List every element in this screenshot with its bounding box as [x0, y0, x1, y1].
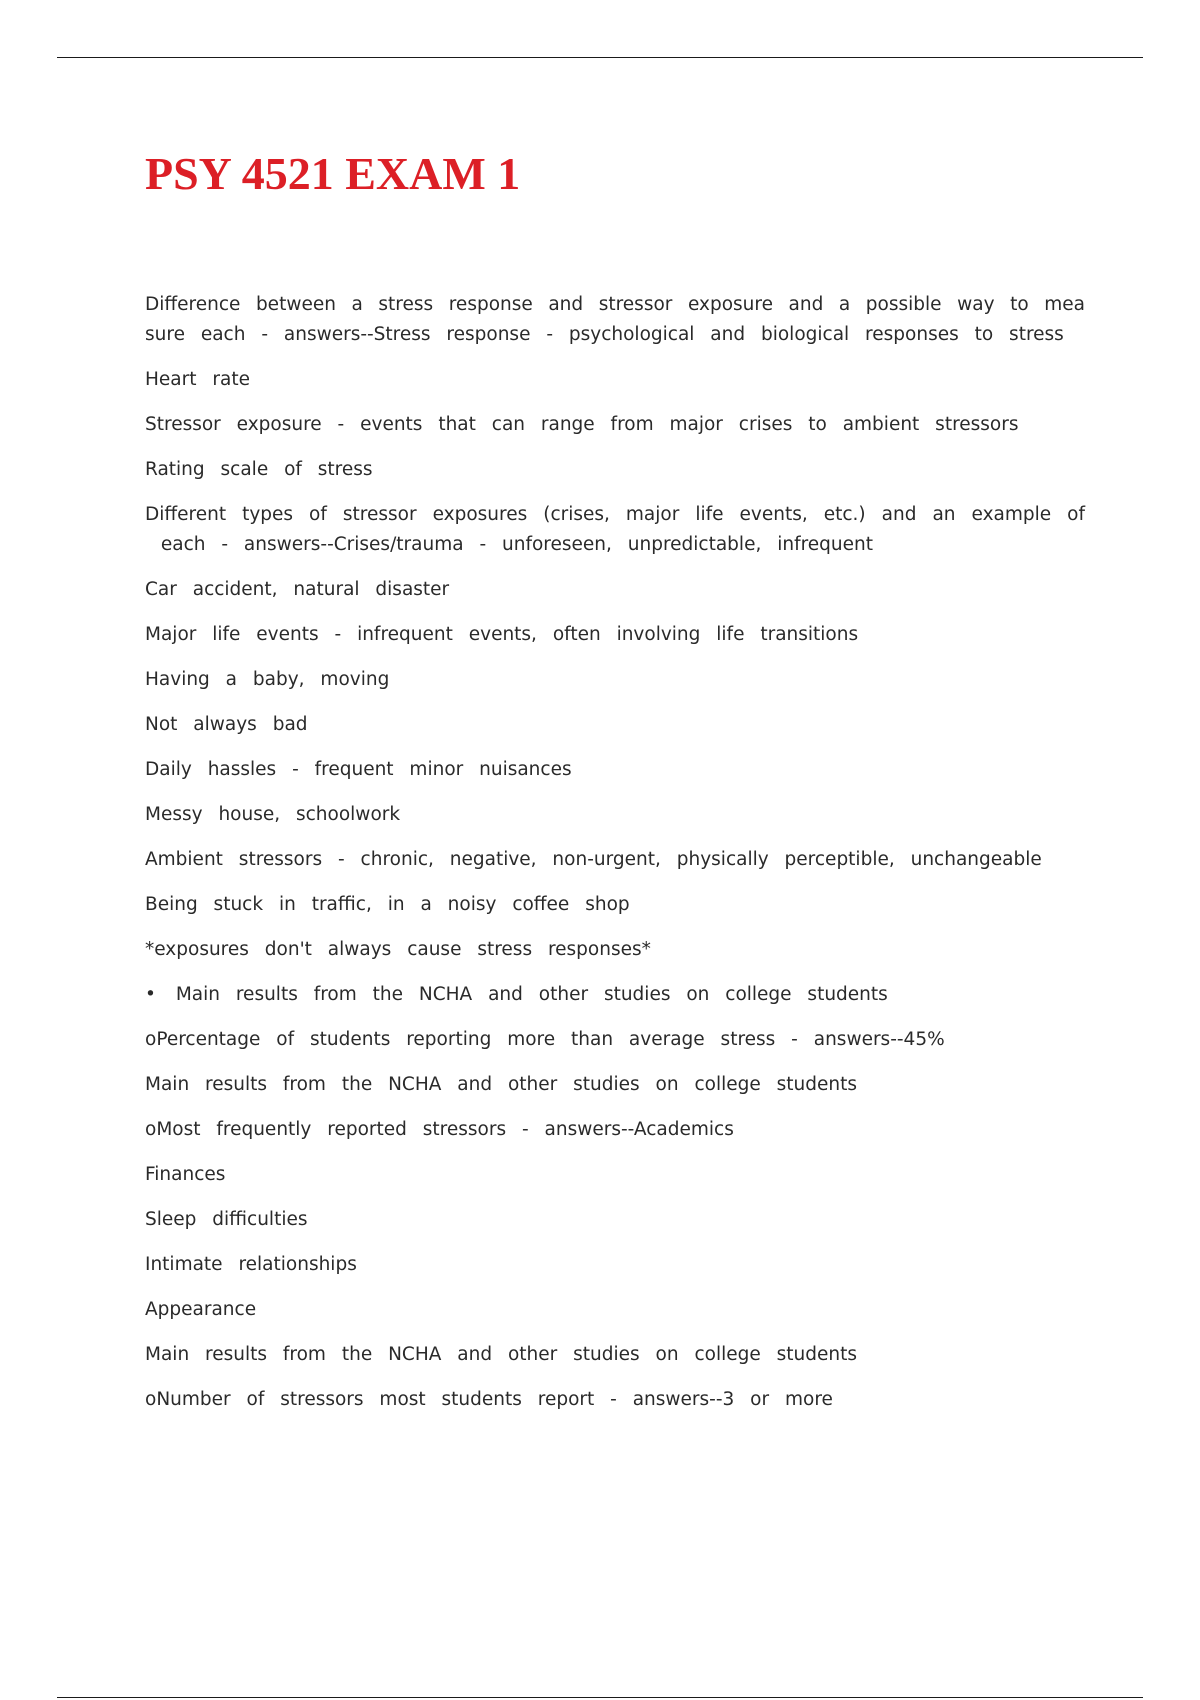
- paragraph: Heart rate: [145, 369, 250, 390]
- paragraph-line: Difference between a stress response and stressor exposure and a possible way to mea: [145, 294, 1085, 315]
- paragraph: Finances: [145, 1164, 226, 1185]
- paragraph: [145, 290, 1085, 350]
- paragraph: Major life events - infrequent events, often involving life transitions: [145, 624, 859, 645]
- paragraph: Daily hassles - frequent minor nuisances: [145, 759, 572, 780]
- paragraph: oMost frequently reported stressors - answers--Academics: [145, 1119, 734, 1140]
- paragraph: Being stuck in traffic, in a noisy coffee shop: [145, 894, 630, 915]
- paragraph: Having a baby, moving: [145, 669, 390, 690]
- paragraph: oNumber of stressors most students report - answers--3 or more: [145, 1389, 833, 1410]
- bullet-text: Main results from the NCHA and other studies on college students: [175, 984, 888, 1005]
- document-title: PSY 4521 EXAM 1: [145, 148, 521, 199]
- paragraph-line: sure each - answers--Stress response - psychological and biological responses to stress: [145, 324, 1064, 345]
- paragraph: Ambient stressors - chronic, negative, non-urgent, physically perceptible, unchangeable: [145, 849, 1042, 870]
- paragraph-line: Different types of stressor exposures (crises, major life events, etc.) and an example of: [145, 504, 1085, 525]
- paragraph: Not always bad: [145, 714, 308, 735]
- paragraph: Main results from the NCHA and other studies on college students: [145, 1074, 857, 1095]
- header-rule: [57, 57, 1143, 58]
- paragraph: Stressor exposure - events that can range from major crises to ambient stressors: [145, 414, 1019, 435]
- paragraph: Intimate relationships: [145, 1254, 357, 1275]
- paragraph: Appearance: [145, 1299, 257, 1320]
- bullet-icon: •: [145, 984, 156, 1005]
- document-body: [145, 290, 1085, 1430]
- paragraph: Main results from the NCHA and other studies on college students: [145, 1344, 857, 1365]
- paragraph: [145, 500, 1085, 560]
- paragraph: Rating scale of stress: [145, 459, 373, 480]
- footer-rule: [57, 1697, 1143, 1698]
- paragraph: Messy house, schoolwork: [145, 804, 401, 825]
- paragraph-line: each - answers--Crises/trauma - unforeseen, unpredictable, infrequent: [145, 534, 873, 555]
- bullet-paragraph: [145, 980, 1085, 1010]
- paragraph: Car accident, natural disaster: [145, 579, 450, 600]
- paragraph: Sleep difficulties: [145, 1209, 308, 1230]
- paragraph: oPercentage of students reporting more than average stress - answers--45%: [145, 1029, 945, 1050]
- paragraph: *exposures don't always cause stress responses*: [145, 939, 651, 960]
